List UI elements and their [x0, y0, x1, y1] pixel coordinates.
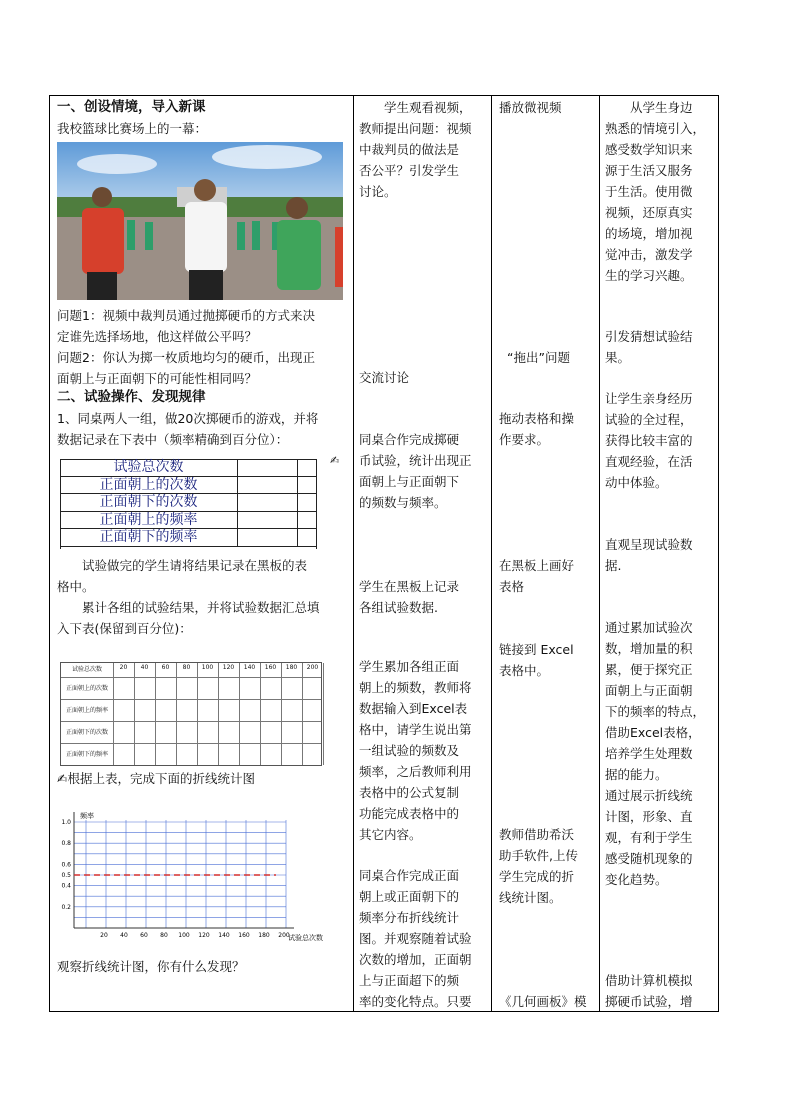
media-note: 教师借助希沃: [499, 827, 575, 842]
y-tick-label: 0.5: [61, 872, 71, 879]
y-tick-label: 0.2: [61, 903, 71, 911]
table-column-divider: [134, 663, 135, 765]
design-intent: 掷硬币试验，增: [605, 994, 693, 1009]
student-activity: 币试验，统计出现正: [359, 453, 472, 468]
student-activity: 各组试验数据.: [359, 600, 438, 615]
y-tick-label: 0.8: [61, 840, 71, 848]
design-intent: 源于生活又服务: [605, 163, 693, 178]
table-header-count: 60: [161, 664, 170, 671]
x-tick-label: 180: [258, 932, 270, 939]
task-text-cont: 数据记录在下表中（频率精确到百分位）：: [57, 432, 289, 447]
design-intent: 借助计算机模拟: [605, 973, 693, 988]
media-note: 作要求。: [499, 432, 550, 447]
table-column-divider: [323, 663, 324, 765]
design-intent: 面朝上与正面朝: [605, 683, 693, 698]
design-intent: 下的频率的特点，: [605, 704, 706, 719]
column-divider: [491, 96, 492, 1011]
x-tick-label: 120: [198, 932, 210, 939]
student-activity: 数据输入到Excel表: [359, 701, 468, 716]
summary-table: [60, 662, 322, 766]
table-row-label: 正面朝上的次数: [60, 477, 238, 494]
design-intent: 让学生亲身经历: [605, 391, 693, 406]
column-divider: [599, 96, 600, 1011]
y-tick-label: 1.0: [61, 819, 71, 826]
x-tick-label: 20: [100, 932, 108, 939]
student-activity: 表格中的公式复制: [359, 785, 460, 800]
design-intent: 数，增加量的积: [605, 641, 693, 656]
x-tick-label: 140: [218, 932, 230, 939]
media-note: 播放微视频: [499, 100, 562, 115]
question-2: 问题2：你认为掷一枚质地均匀的硬币，出现正: [57, 350, 315, 365]
record-text-cont: 格中。: [57, 579, 95, 594]
design-intent: 引发猜想试验结: [605, 329, 693, 344]
student-activity: 朝上的频数，教师将: [359, 680, 472, 695]
question-2-cont: 面朝上与正面朝下的可能性相同吗？: [57, 371, 258, 386]
design-intent: 的场境，增加视: [605, 226, 693, 241]
accumulate-text: 累计各组的试验结果，并将试验数据汇总填: [82, 600, 320, 615]
table-column-divider: [239, 663, 240, 765]
chart-instruction: ✍根据上表，完成下面的折线统计图: [57, 771, 255, 786]
table-row-label: 正面朝上的次数: [65, 684, 108, 692]
intro-text: 我校篮球比赛场上的一幕：: [57, 121, 208, 136]
media-note: 链接到 Excel: [499, 642, 574, 657]
student-activity: 同桌合作完成掷硬: [359, 432, 460, 447]
student-activity: 朝上或正面朝下的: [359, 889, 460, 904]
table-header-count: 40: [140, 664, 149, 671]
table-header-count: 200: [306, 664, 319, 671]
student-activity: 格中，请学生说出第: [359, 722, 472, 737]
table-column-divider: [155, 663, 156, 765]
frequency-line-chart: [56, 800, 326, 945]
basketball-court-photo: [57, 142, 343, 300]
table-header-count: 180: [285, 664, 298, 671]
x-tick-label: 80: [160, 932, 168, 939]
student-activity: 交流讨论: [359, 370, 410, 385]
pen-icon: ✍: [57, 771, 68, 786]
x-axis-label: 试验总次数: [288, 934, 323, 942]
table-row-label: 正面朝上的频率: [65, 706, 108, 714]
task-text: 1、同桌两人一组，做20次掷硬币的游戏，并将: [57, 411, 319, 426]
table-header-count: 20: [119, 664, 128, 671]
y-tick-label: 0.4: [61, 882, 71, 890]
student-activity: 率的变化特点。只要: [359, 994, 472, 1009]
student-activity: 频率分布折线统计: [359, 910, 460, 925]
table-column-divider: [281, 663, 282, 765]
table-column-divider: [197, 663, 198, 765]
record-text: 试验做完的学生请将结果记录在黑板的表: [82, 558, 308, 573]
pen-icon: ✍: [330, 454, 340, 467]
design-intent: 观，有利于学生: [605, 830, 693, 845]
student-activity: 讨论。: [359, 184, 397, 199]
design-intent: 从学生身边: [630, 100, 693, 115]
design-intent: 据.: [605, 558, 622, 573]
student-activity: 同桌合作完成正面: [359, 868, 460, 883]
student-activity: 学生累加各组正面: [359, 659, 460, 674]
design-intent: 直观呈现试验数: [605, 537, 693, 552]
design-intent: 计图，形象、直: [605, 809, 693, 824]
student-activity: 上与正面超下的频: [359, 973, 460, 988]
design-intent: 生的学习兴趣。: [605, 268, 693, 283]
media-note: 表格中。: [499, 663, 550, 678]
student-activity: 其它内容。: [359, 827, 422, 842]
design-intent: 通过累加试验次: [605, 620, 693, 635]
table-row-label: 正面朝下的次数: [60, 494, 238, 511]
section-heading: 二、试验操作、发现规律: [57, 389, 206, 405]
design-intent: 感受随机现象的: [605, 851, 693, 866]
student-activity: 频率，之后教师利用: [359, 764, 472, 779]
design-intent: 动中体验。: [605, 475, 668, 490]
table-row-label: 正面朝下的次数: [65, 728, 108, 736]
table-column-divider: [260, 663, 261, 765]
media-note: “拖出”问题: [507, 350, 570, 365]
table-row-label: 正面朝上的频率: [60, 512, 238, 529]
media-note: 表格: [499, 579, 525, 594]
trial-record-table: [60, 459, 317, 549]
design-intent: 借助Excel表格，: [605, 725, 701, 740]
y-tick-label: 0.6: [61, 861, 71, 869]
column-divider: [353, 96, 354, 1011]
student-activity: 中裁判员的做法是: [359, 142, 460, 157]
media-note: 线统计图。: [499, 890, 562, 905]
design-intent: 觉冲击，激发学: [605, 247, 693, 262]
table-header-count: 80: [182, 664, 191, 671]
table-column-divider: [176, 663, 177, 765]
table-column-divider: [218, 663, 219, 765]
student-activity: 图。并观察随着试验: [359, 931, 472, 946]
student-activity: 的频数与频率。: [359, 495, 447, 510]
design-intent: 于生活。使用微: [605, 184, 693, 199]
design-intent: 视频，还原真实: [605, 205, 693, 220]
design-intent: 感受数学知识来: [605, 142, 693, 157]
observe-question: 观察折线统计图，你有什么发现？: [57, 959, 245, 974]
design-intent: 通过展示折线统: [605, 788, 693, 803]
design-intent: 试验的全过程，: [605, 412, 693, 427]
design-intent: 获得比较丰富的: [605, 433, 693, 448]
design-intent: 果。: [605, 350, 631, 365]
y-axis-label: 频率: [80, 812, 94, 820]
x-tick-label: 40: [120, 932, 128, 939]
media-note: 《几何画板》模: [499, 994, 587, 1009]
student-activity: 教师提出问题：视频: [359, 121, 472, 136]
table-column-divider: [302, 663, 303, 765]
table-header-count: 120: [222, 664, 235, 671]
x-tick-label: 100: [178, 932, 190, 939]
media-note: 拖动表格和操: [499, 411, 575, 426]
design-intent: 直观经验，在活: [605, 454, 693, 469]
design-intent: 累，便于探究正: [605, 662, 693, 677]
table-row-label: 试验总次数: [60, 459, 238, 476]
question-1: 问题1：视频中裁判员通过抛掷硬币的方式来决: [57, 308, 315, 323]
student-activity: 否公平？引发学生: [359, 163, 460, 178]
accumulate-text-cont: 入下表(保留到百分位)：: [57, 621, 192, 636]
student-activity: 一组试验的频数及: [359, 743, 460, 758]
design-intent: 熟悉的情境引入，: [605, 121, 706, 136]
x-tick-label: 160: [238, 932, 250, 939]
x-tick-label: 200: [278, 932, 290, 939]
section-heading: 一、创设情境，导入新课: [57, 99, 206, 115]
table-header-count: 140: [243, 664, 256, 671]
student-activity: 学生观看视频，: [384, 100, 472, 115]
table-header: 试验总次数: [71, 666, 102, 673]
design-intent: 培养学生处理数: [605, 746, 693, 761]
student-activity: 学生在黑板上记录: [359, 579, 460, 594]
x-tick-label: 60: [140, 932, 148, 939]
media-note: 在黑板上画好: [499, 558, 575, 573]
media-note: 学生完成的折: [499, 869, 575, 884]
question-1-cont: 定谁先选择场地，他这样做公平吗？: [57, 329, 258, 344]
design-intent: 据的能力。: [605, 767, 668, 782]
table-header-count: 100: [201, 664, 214, 671]
student-activity: 面朝上与正面朝下: [359, 474, 460, 489]
table-header-count: 160: [264, 664, 277, 671]
table-row-label: 正面朝下的频率: [65, 750, 108, 758]
media-note: 助手软件,上传: [499, 848, 578, 863]
student-activity: 次数的增加，正面朝: [359, 952, 472, 967]
design-intent: 变化趋势。: [605, 872, 668, 887]
student-activity: 功能完成表格中的: [359, 806, 460, 821]
table-row-label: 正面朝下的频率: [60, 529, 238, 546]
